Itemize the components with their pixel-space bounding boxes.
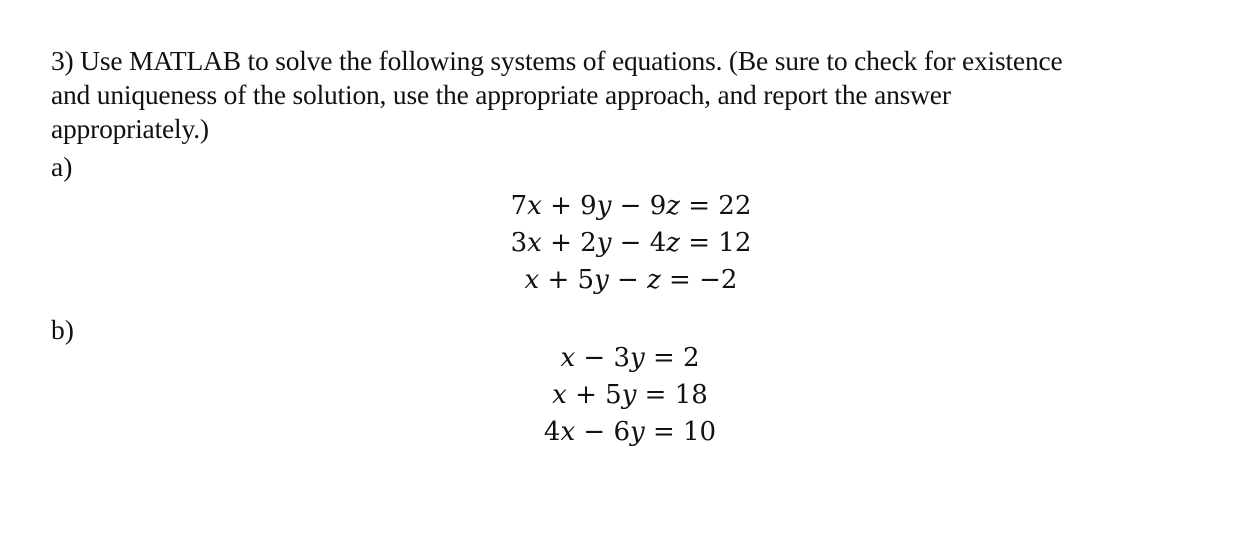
equation: 7x + 9y − 9z = 22: [510, 191, 752, 221]
equation: 3x + 2y − 4z = 12: [510, 228, 752, 258]
part-a-equations: [480, 188, 782, 299]
variable: z: [666, 228, 680, 258]
problem-line: 3) Use MATLAB to solve the following systems of equations. (Be sure to check for existence: [51, 45, 1063, 76]
variable: z: [666, 191, 680, 221]
variable: x: [527, 191, 542, 221]
variable: y: [621, 380, 637, 410]
equation: 4x − 6y = 10: [543, 417, 717, 447]
problem-line: appropriately.): [51, 113, 209, 144]
variable: y: [629, 343, 645, 373]
variable: y: [596, 191, 612, 221]
equation: x − 3y = 2: [560, 343, 700, 373]
part-b-equations: [510, 340, 750, 451]
variable: x: [552, 380, 567, 410]
variable: x: [524, 265, 540, 295]
problem-line: and uniqueness of the solution, use the appropriate approach, and report the answer: [51, 79, 951, 110]
equation: x + 5y = 18: [552, 380, 708, 410]
variable: y: [596, 228, 612, 258]
equation: x + 5y − z = −2: [524, 265, 738, 295]
variable: x: [560, 417, 576, 447]
variable: z: [647, 265, 661, 295]
part-b-label: b): [51, 314, 74, 345]
part-a-label: a): [51, 151, 73, 182]
variable: y: [629, 417, 645, 447]
problem-statement: [51, 44, 1191, 146]
variable: y: [594, 265, 609, 295]
variable: x: [527, 228, 542, 258]
variable: x: [560, 343, 576, 373]
